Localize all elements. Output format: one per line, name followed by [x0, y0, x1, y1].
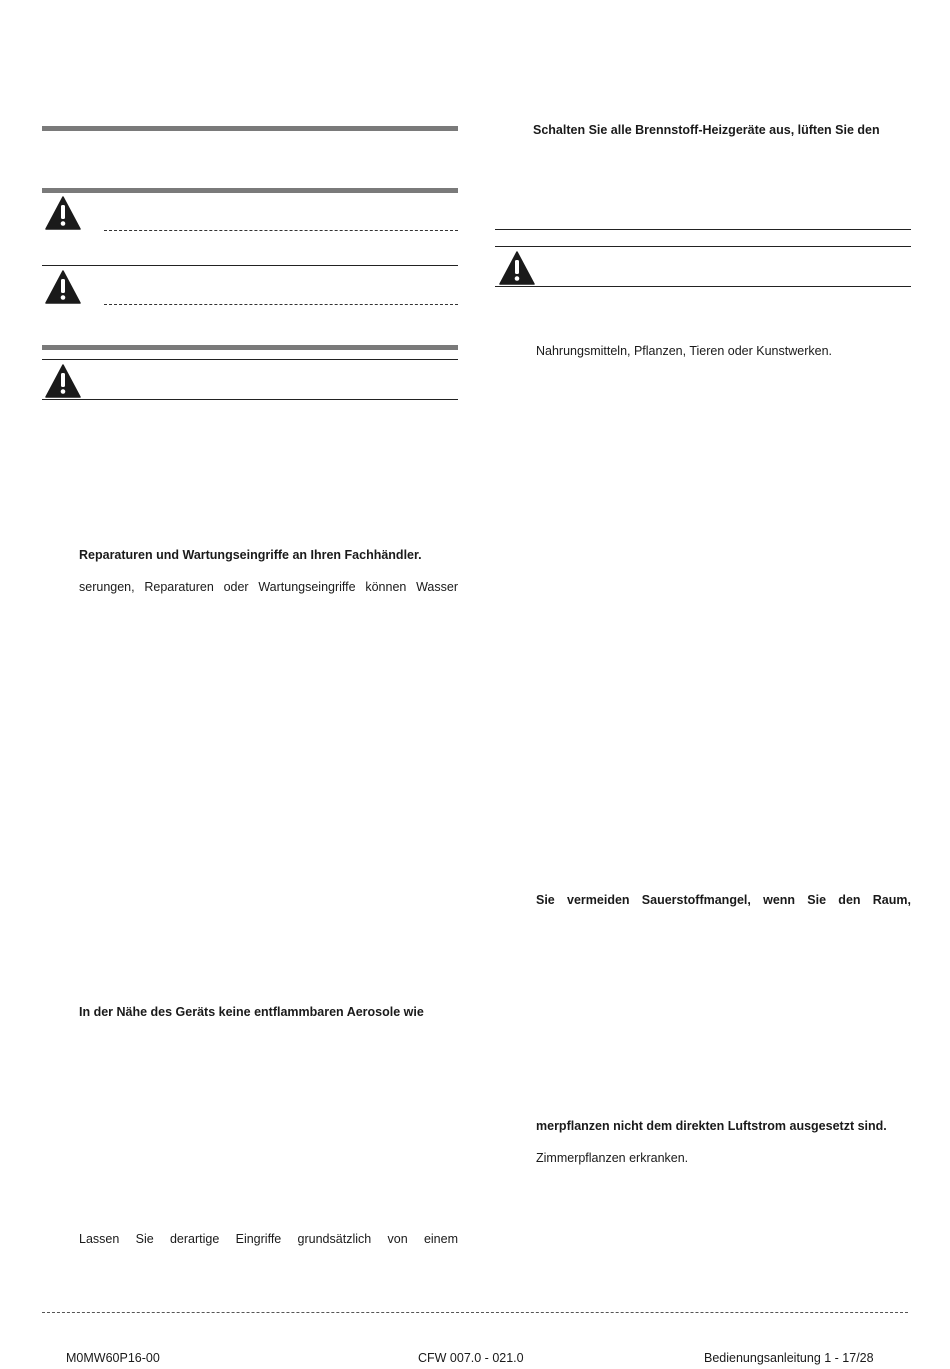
warning-triangle-icon — [499, 251, 535, 285]
warning-dashes — [104, 230, 458, 231]
paragraph-schalten: Schalten Sie alle Brennstoff-Heizgeräte aus, lüften Sie den — [533, 123, 880, 137]
section-rule-top — [42, 126, 458, 131]
footer-model: CFW 007.0 - 021.0 — [418, 1351, 524, 1365]
warning-dashes — [104, 304, 458, 305]
danger-bottom-rule — [42, 399, 458, 400]
paragraph-reparaturen: Reparaturen und Wartungseingriffe an Ihren Fachhändler. — [79, 548, 422, 562]
right-section-rule-2 — [495, 246, 911, 247]
paragraph-serungen: serungen, Reparaturen oder Wartungseingriffe können Wasser — [79, 580, 458, 594]
paragraph-nahrung: Nahrungsmitteln, Pflanzen, Tieren oder Kunstwerken. — [536, 344, 832, 358]
footer-doc-code: M0MW60P16-00 — [66, 1351, 160, 1365]
section-rule-danger — [42, 345, 458, 350]
warning-triangle-icon — [45, 196, 81, 230]
section-rule-warnings — [42, 188, 458, 193]
paragraph-sauerstoff: Sie vermeiden Sauerstoffmangel, wenn Sie den Raum, — [536, 893, 911, 907]
paragraph-naehe: In der Nähe des Geräts keine entflammbaren Aerosole wie — [79, 1005, 424, 1019]
paragraph-zimmer: Zimmerpflanzen erkranken. — [536, 1151, 689, 1165]
danger-top-rule — [42, 359, 458, 360]
right-section-rule-1 — [495, 229, 911, 230]
right-warning-bottom-rule — [495, 286, 911, 287]
footer-page-number: Bedienungsanleitung 1 - 17/28 — [704, 1351, 874, 1365]
warning-triangle-icon — [45, 364, 81, 398]
warning-separator — [42, 265, 458, 266]
paragraph-pflanzen: merpflanzen nicht dem direkten Luftstrom ausgesetzt sind. — [536, 1119, 887, 1133]
footer-divider — [42, 1312, 908, 1313]
paragraph-lassen: Lassen Sie derartige Eingriffe grundsätzlich von einem — [79, 1232, 458, 1246]
warning-triangle-icon — [45, 270, 81, 304]
